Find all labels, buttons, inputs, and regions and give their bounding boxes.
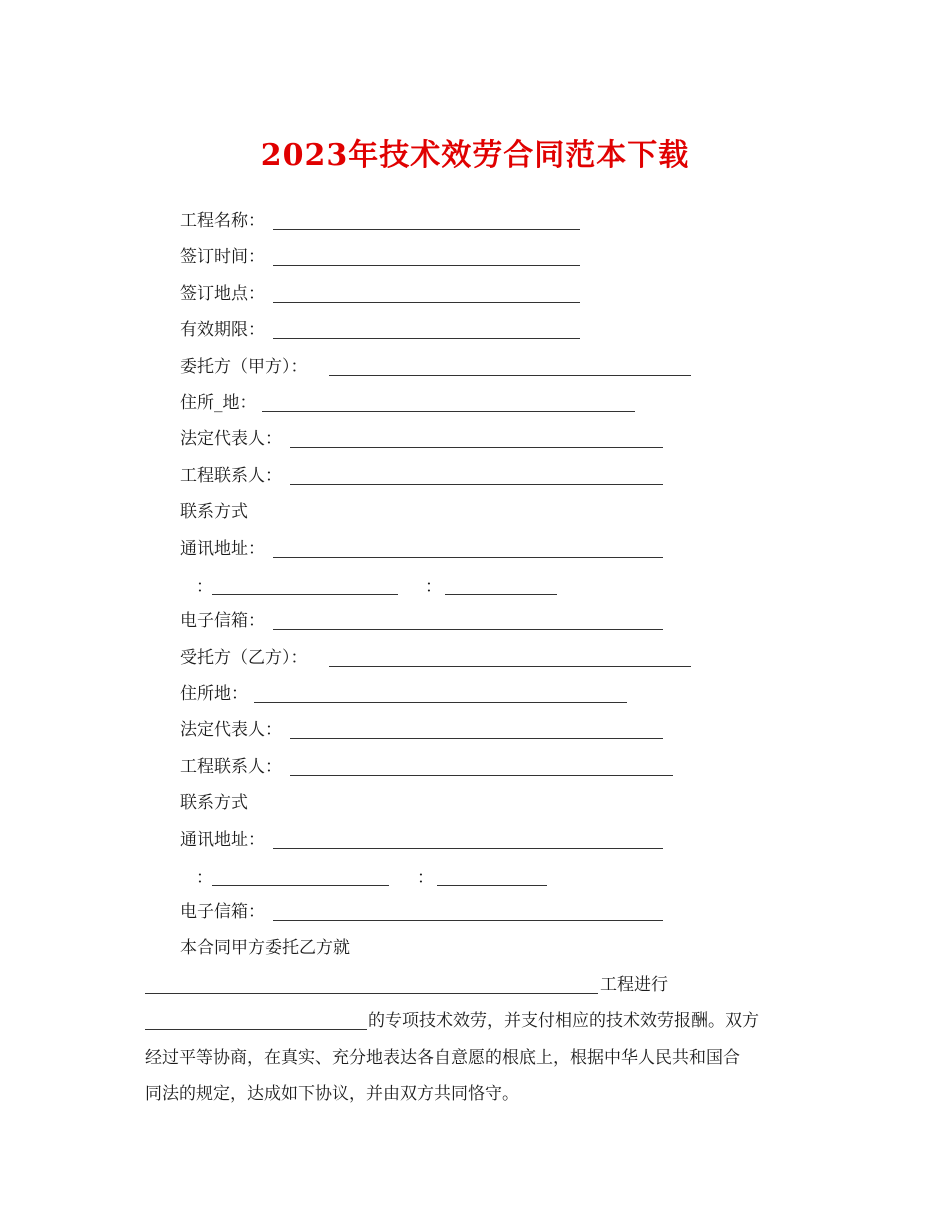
phone-colon-b: ： [196, 868, 213, 888]
body-line-5: 同法的规定，达成如下协议，并由双方共同恪守。 [145, 1084, 519, 1104]
sign-time-blank[interactable] [273, 265, 580, 266]
phone-b-blank[interactable] [212, 885, 389, 886]
body-line-2-tail: 工程进行 [600, 975, 668, 995]
mail-addr-a-blank[interactable] [273, 557, 663, 558]
service-type-blank[interactable] [145, 1029, 367, 1030]
body-line-1: 本合同甲方委托乙方就 [180, 938, 350, 958]
field-label-sign-time: 签订时间： [180, 247, 265, 267]
document-title: 2023年技术效劳合同范本下载 [260, 138, 690, 173]
address-b-blank[interactable] [254, 702, 627, 703]
field-label-valid-period: 有效期限： [180, 320, 265, 340]
field-label-contact-method-b: 联系方式 [180, 793, 248, 813]
field-label-party-b: 受托方（乙方）： [180, 648, 308, 668]
fax-a-blank[interactable] [445, 594, 557, 595]
email-a-blank[interactable] [273, 629, 663, 630]
field-label-sign-place: 签订地点： [180, 284, 265, 304]
sign-place-blank[interactable] [273, 302, 580, 303]
field-label-mail-addr-b: 通讯地址： [180, 830, 265, 850]
mail-addr-b-blank[interactable] [273, 848, 663, 849]
field-label-contact-method-a: 联系方式 [180, 502, 248, 522]
body-line-3-tail: 的专项技术效劳，并支付相应的技术效劳报酬。双方 [368, 1011, 759, 1031]
valid-period-blank[interactable] [273, 338, 580, 339]
phone-a-blank[interactable] [212, 594, 398, 595]
fax-b-blank[interactable] [437, 885, 547, 886]
party-a-blank[interactable] [329, 375, 691, 376]
field-label-legal-rep-a: 法定代表人： [180, 429, 282, 449]
body-line-4: 经过平等协商，在真实、充分地表达各自意愿的根底上，根据中华人民共和国合 [145, 1048, 740, 1068]
phone-colon-a: ： [196, 577, 213, 597]
field-label-email-a: 电子信箱： [180, 611, 265, 631]
contact-b-blank[interactable] [290, 775, 673, 776]
field-label-contact-b: 工程联系人： [180, 757, 282, 777]
fax-colon-b: ： [417, 868, 434, 888]
party-b-blank[interactable] [329, 666, 691, 667]
project-name-blank[interactable] [273, 229, 580, 230]
field-label-address-b: 住所地： [180, 684, 248, 704]
field-label-email-b: 电子信箱： [180, 902, 265, 922]
field-label-address-a: 住所_地： [180, 393, 257, 413]
field-label-party-a: 委托方（甲方）： [180, 357, 308, 377]
field-label-mail-addr-a: 通讯地址： [180, 539, 265, 559]
legal-rep-a-blank[interactable] [290, 447, 663, 448]
field-label-project-name: 工程名称： [180, 211, 265, 231]
legal-rep-b-blank[interactable] [290, 738, 663, 739]
address-a-blank[interactable] [262, 411, 635, 412]
email-b-blank[interactable] [273, 920, 663, 921]
field-label-legal-rep-b: 法定代表人： [180, 720, 282, 740]
fax-colon-a: ： [425, 577, 442, 597]
contact-a-blank[interactable] [290, 484, 663, 485]
project-scope-blank[interactable] [145, 993, 598, 994]
field-label-contact-a: 工程联系人： [180, 466, 282, 486]
